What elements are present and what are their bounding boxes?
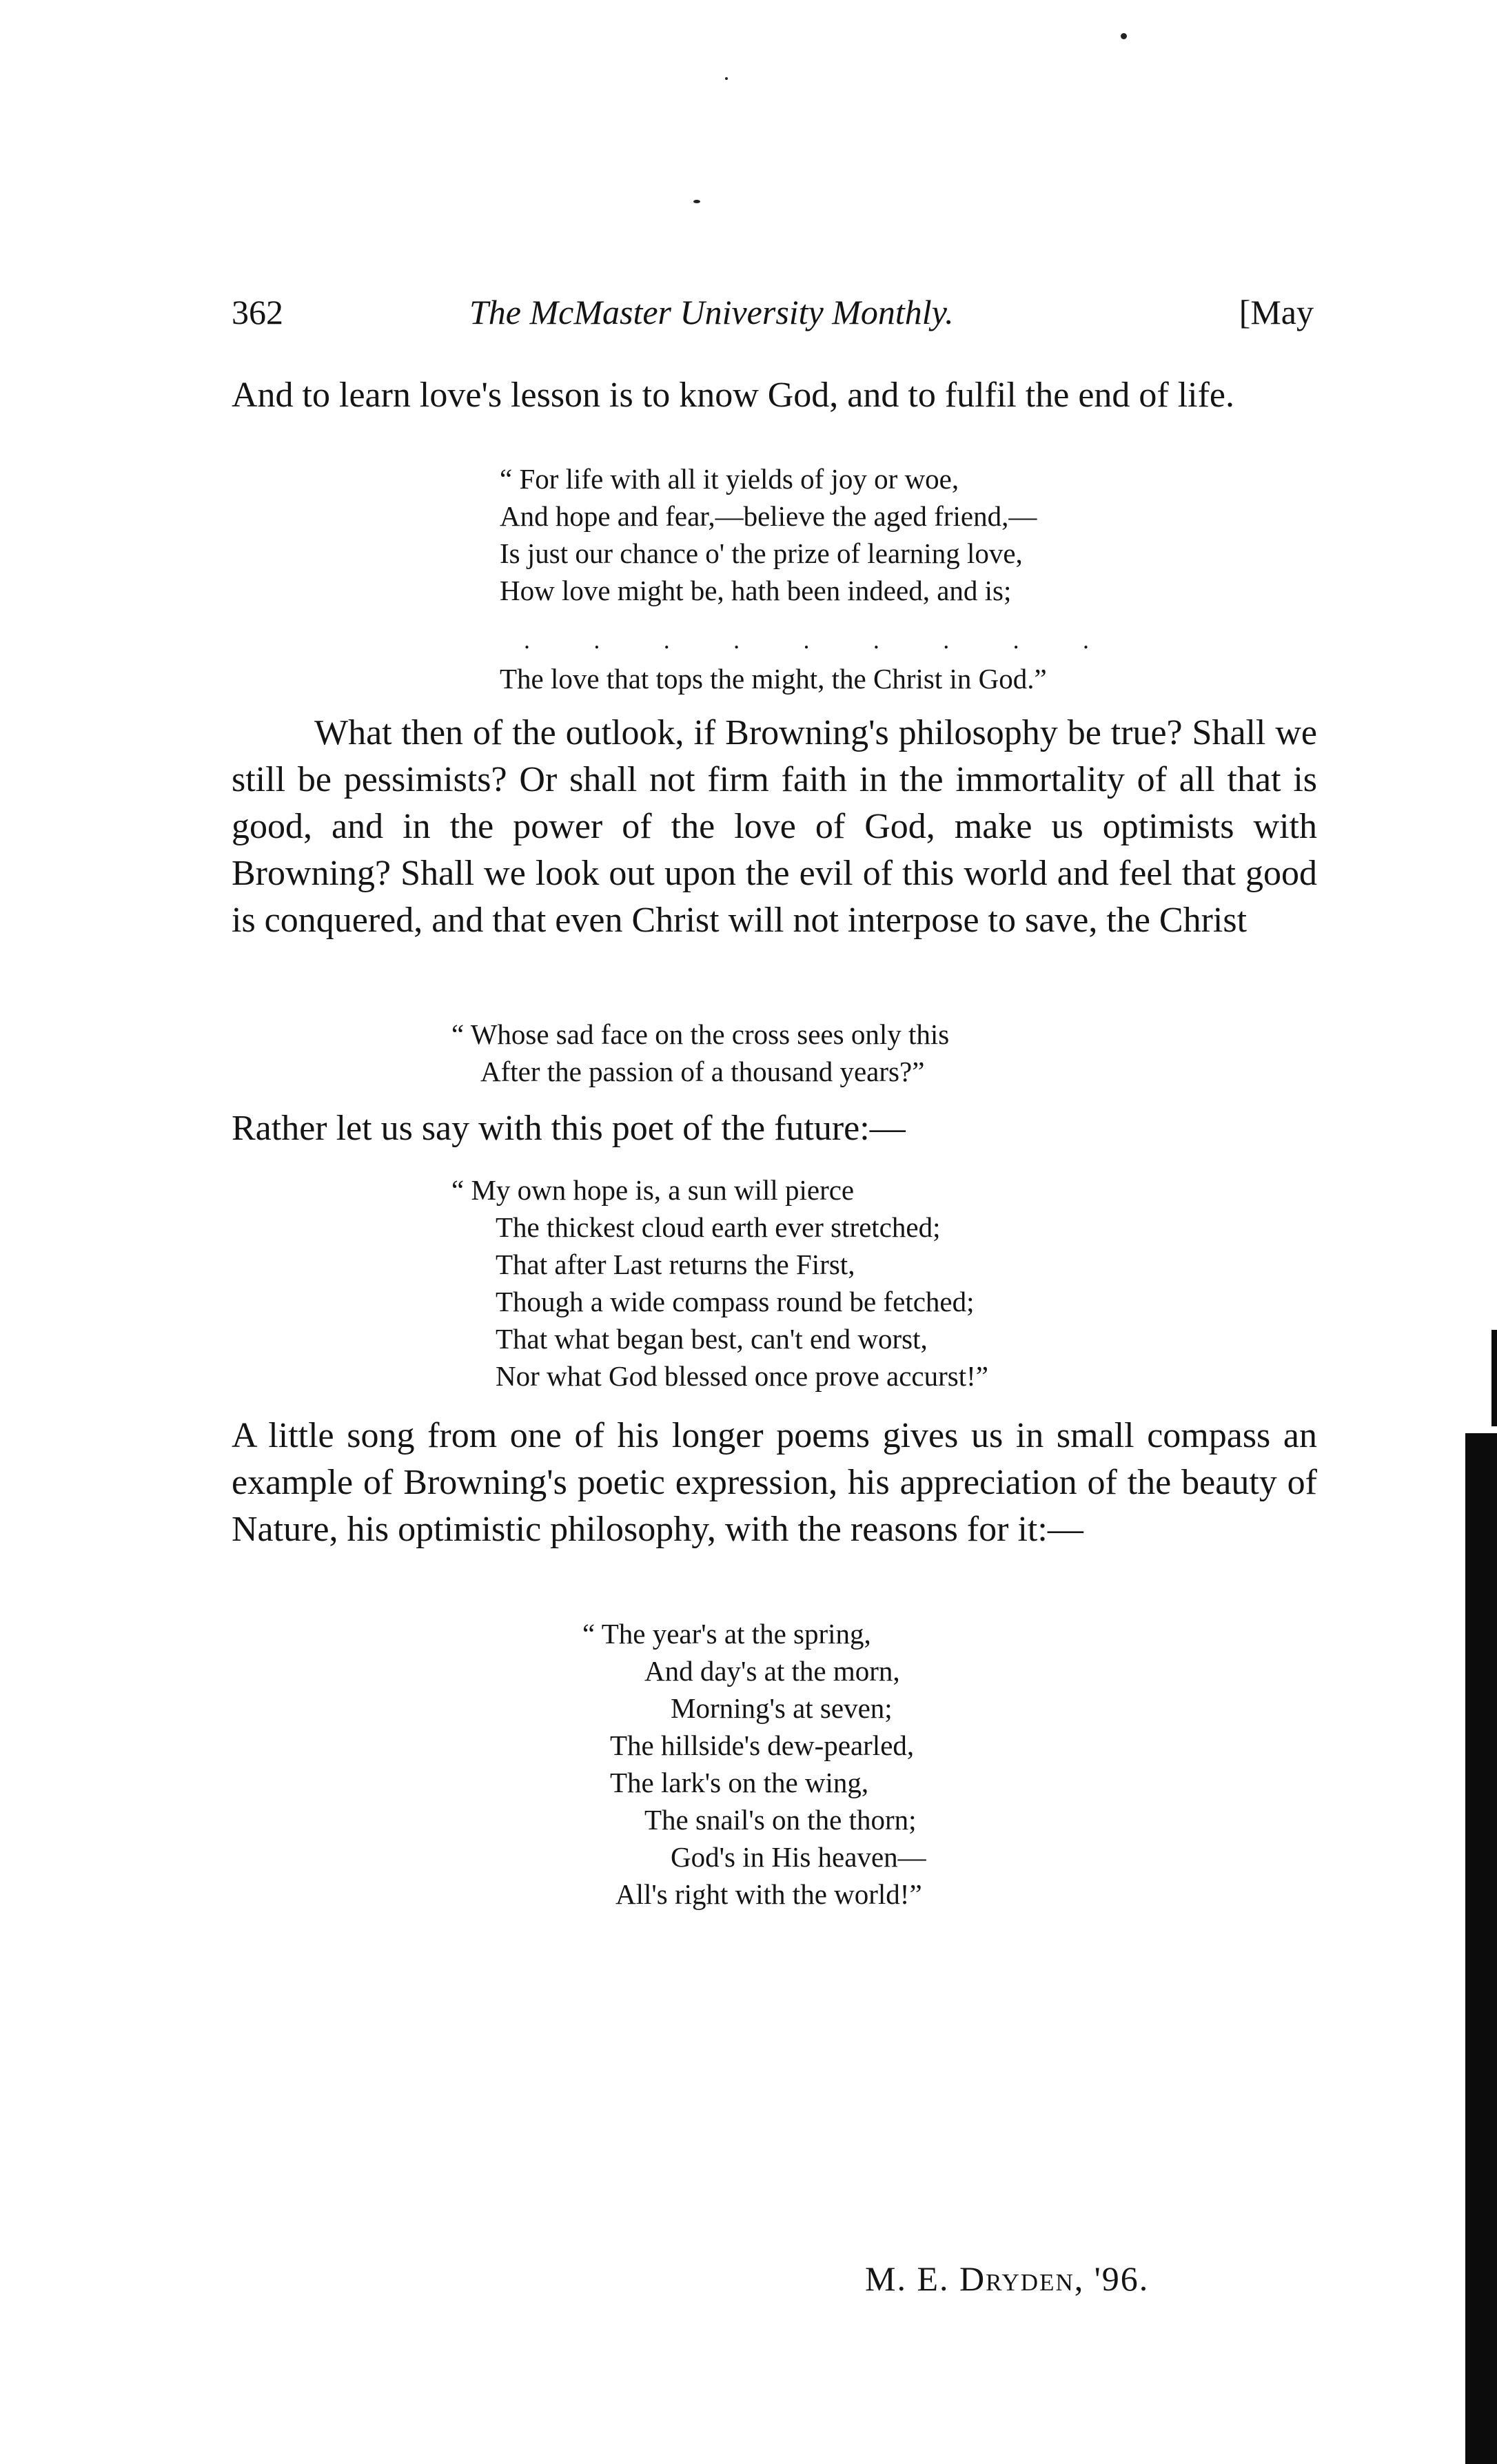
paragraph-rather: Rather let us say with this poet of the future:—: [232, 1109, 906, 1148]
ellipsis-dot: .: [873, 626, 879, 654]
paragraph-little-song: A little song from one of his longer poems gives us in small compass an example of Browning's poetic expression, his appreciation of the beauty of Nature, his optimistic philosophy, with the reasons for it:—: [232, 1416, 1317, 1549]
verse-line: Though a wide compass round be fetched;: [496, 1286, 975, 1317]
verse-hope: [451, 1171, 988, 1395]
scan-speck: [1121, 33, 1127, 39]
verse-line: God's in His heaven—: [671, 1841, 926, 1873]
running-header: [232, 292, 1314, 347]
verse-line: And day's at the morn,: [644, 1655, 900, 1687]
author-class-year: , '96.: [1074, 2259, 1150, 2298]
verse-line: All's right with the world!”: [615, 1878, 922, 1910]
ellipsis-dot: .: [733, 626, 740, 654]
verse-love: [500, 460, 1037, 609]
paragraph-outlook: What then of the outlook, if Browning's philosophy be true? Shall we still be pessimists? Or shall not firm faith in the immortality of all that is good, and in the power of the love of God, make us optimists with Browning? Shall we look out upon the evil of this world and feel that good is conquered, and that even Christ will not interpose to save, the Christ: [232, 713, 1317, 940]
verse-line: “ For life with all it yields of joy or woe,: [500, 463, 959, 495]
ellipsis-dot: .: [803, 626, 810, 654]
paragraph-love-lesson: And to learn love's lesson is to know God, and to fulfil the end of life.: [232, 376, 1235, 415]
verse-line: That after Last returns the First,: [496, 1249, 855, 1280]
issue-month: [May: [1239, 293, 1314, 331]
page-number: 362: [232, 293, 283, 331]
verse-line: “ The year's at the spring,: [582, 1618, 871, 1650]
verse-line: How love might be, hath been indeed, and is;: [500, 575, 1012, 606]
ellipsis-dot: .: [524, 626, 530, 654]
scan-edge-shadow: [1491, 1330, 1497, 1426]
scan-speck: [725, 77, 728, 80]
verse-line: The love that tops the might, the Christ in God.”: [500, 663, 1047, 695]
verse-christ: [451, 1016, 949, 1090]
verse-line: “ Whose sad face on the cross sees only this: [451, 1018, 950, 1050]
ellipsis-dot: .: [1083, 626, 1089, 654]
ellipsis-dot: .: [1012, 626, 1019, 654]
scan-speck: [693, 200, 700, 203]
ellipsis-dot: .: [943, 626, 950, 654]
verse-line: And hope and fear,—believe the aged friend,—: [500, 500, 1037, 532]
ellipsis-dot: .: [663, 626, 670, 654]
author-surname: Dryden: [959, 2259, 1075, 2298]
verse-line: Morning's at seven;: [671, 1692, 893, 1724]
verse-line: The snail's on the thorn;: [644, 1804, 917, 1836]
verse-line: After the passion of a thousand years?”: [480, 1056, 925, 1087]
journal-title: The McMaster University Monthly.: [469, 293, 954, 331]
verse-love-closing: [500, 660, 1047, 697]
scan-edge-shadow: [1465, 1433, 1497, 2464]
ellipsis-dot: .: [593, 626, 600, 654]
verse-line: Is just our chance o' the prize of learning love,: [500, 537, 1023, 569]
verse-line: Nor what God blessed once prove accurst!”: [496, 1360, 988, 1392]
verse-line: The lark's on the wing,: [610, 1767, 869, 1798]
author-initials: M. E.: [865, 2259, 950, 2298]
verse-song: [582, 1615, 926, 1913]
verse-line: The hillside's dew-pearled,: [610, 1729, 915, 1761]
verse-ellipsis: [524, 626, 1089, 655]
verse-line: That what began best, can't end worst,: [496, 1323, 928, 1355]
author-signature: [865, 2259, 1149, 2299]
verse-line: The thickest cloud earth ever stretched;: [496, 1211, 941, 1243]
verse-line: “ My own hope is, a sun will pierce: [451, 1174, 855, 1206]
